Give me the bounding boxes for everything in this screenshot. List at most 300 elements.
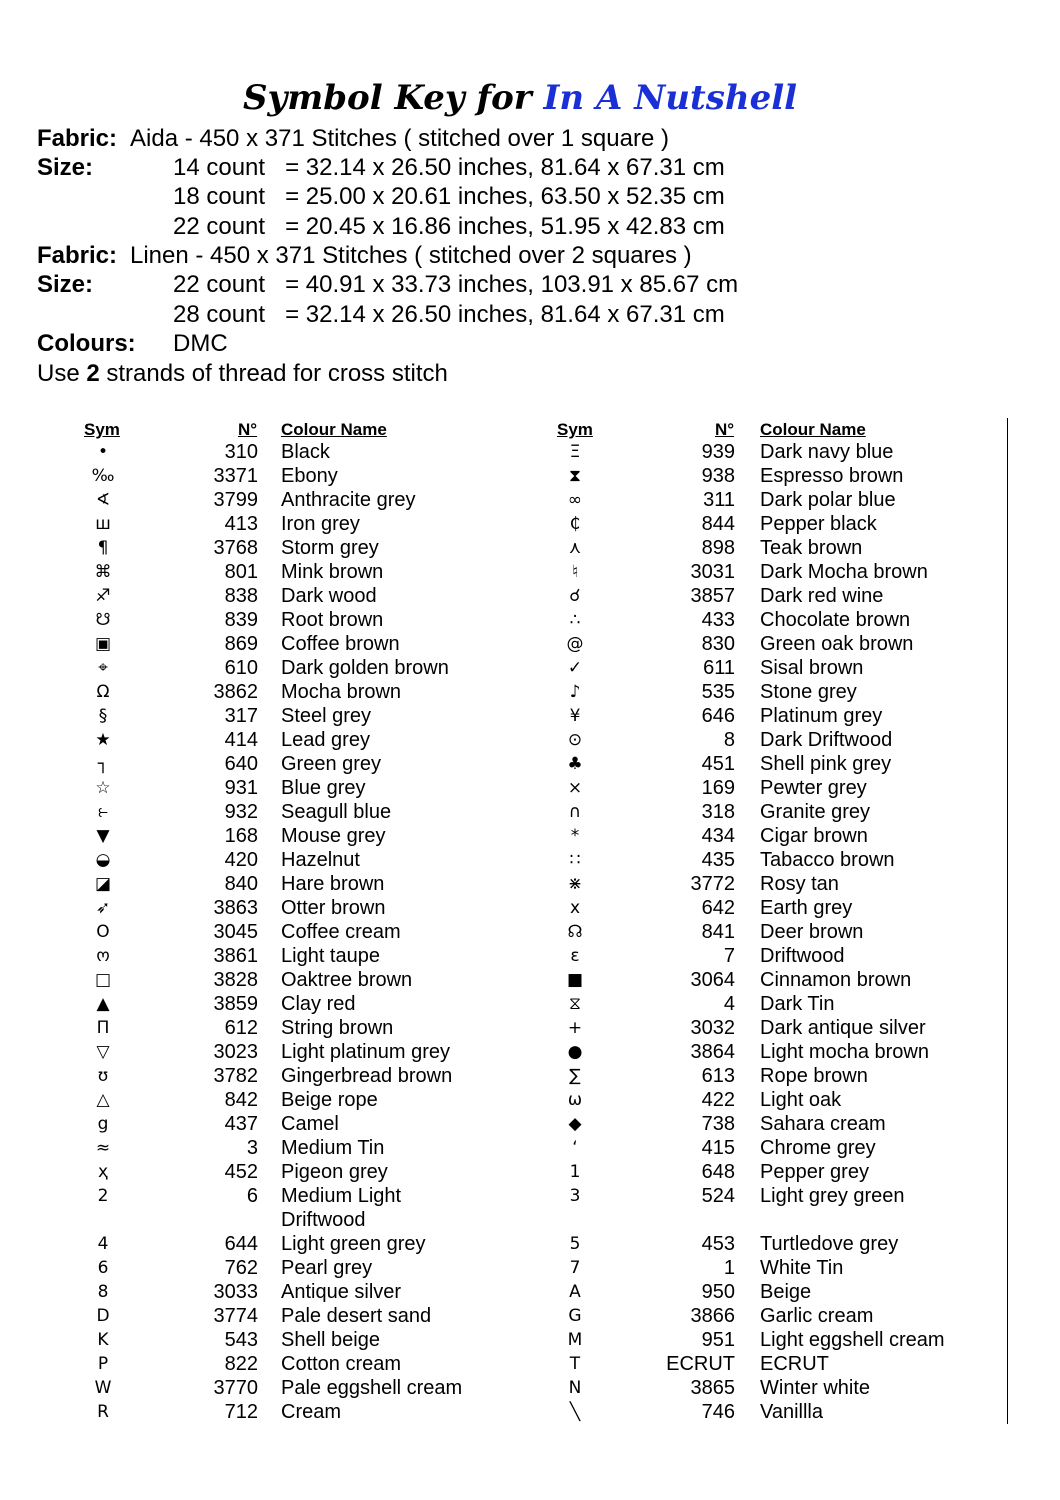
dmc-number: 452 xyxy=(224,1161,258,1183)
dmc-number: 950 xyxy=(701,1281,735,1303)
dmc-number: 648 xyxy=(701,1161,735,1183)
dmc-number: 931 xyxy=(224,777,258,799)
size-line: 22 count = 40.91 x 33.73 inches, 103.91 x 85.67 cm xyxy=(173,271,739,298)
colour-name: Gingerbread brown xyxy=(281,1065,453,1087)
dmc-number: 3859 xyxy=(213,993,258,1015)
page-title xyxy=(0,78,1040,118)
colour-name: Steel grey xyxy=(281,705,372,727)
colour-name: Pigeon grey xyxy=(281,1161,388,1183)
symbol-icon: ⊙ xyxy=(567,730,583,750)
dmc-number: 642 xyxy=(701,897,735,919)
dmc-number: 169 xyxy=(701,777,735,799)
dmc-number: 451 xyxy=(701,753,735,775)
symbol-icon: ☆ xyxy=(95,778,111,798)
symbol-icon: ● xyxy=(567,1042,583,1062)
symbol-icon: § xyxy=(98,706,108,726)
symbol-icon: x xyxy=(569,898,581,918)
colour-row xyxy=(0,1232,1000,1256)
dmc-number: 611 xyxy=(703,657,735,679)
symbol-icon: ◒ xyxy=(95,850,111,870)
colour-row xyxy=(0,944,1000,968)
colour-row xyxy=(0,968,1000,992)
symbol-icon: ≈ xyxy=(95,1138,111,1158)
symbol-icon: + xyxy=(567,1018,583,1038)
dmc-number: 612 xyxy=(224,1017,258,1039)
dmc-number: 414 xyxy=(224,729,258,751)
colour-name: Dark Mocha brown xyxy=(760,561,928,583)
colour-name: Lead grey xyxy=(281,729,370,751)
symbol-icon: ∞ xyxy=(567,490,583,510)
dmc-number: 712 xyxy=(224,1401,258,1423)
dmc-number: 830 xyxy=(701,633,735,655)
symbol-icon: ω xyxy=(567,1090,583,1110)
size-line: 28 count = 32.14 x 26.50 inches, 81.64 x 67.31 cm xyxy=(173,301,725,328)
colour-name: Cotton cream xyxy=(281,1353,402,1375)
symbol-icon: ⌖ xyxy=(98,658,108,678)
dmc-number: 3861 xyxy=(213,945,258,967)
dmc-number: 939 xyxy=(701,441,735,463)
symbol-icon: 1 xyxy=(569,1162,581,1182)
header-num: N° xyxy=(715,420,735,439)
symbol-icon: ⌘ xyxy=(94,562,112,582)
dmc-number: 3033 xyxy=(213,1281,258,1303)
dmc-number: 3863 xyxy=(213,897,258,919)
colour-name: Clay red xyxy=(281,993,356,1015)
colour-row xyxy=(0,1064,1000,1088)
dmc-number: 844 xyxy=(701,513,735,535)
symbol-icon: 4 xyxy=(97,1234,109,1254)
symbol-icon: ▼ xyxy=(96,826,110,846)
symbol-icon: W xyxy=(94,1378,112,1398)
colour-row xyxy=(0,992,1000,1016)
colour-name: Light taupe xyxy=(281,945,380,967)
colour-row xyxy=(0,1016,1000,1040)
dmc-number: 3862 xyxy=(213,681,258,703)
colour-name: Beige xyxy=(760,1281,812,1303)
colour-row xyxy=(0,1280,1000,1304)
symbol-icon: ★ xyxy=(95,730,111,750)
symbol-icon: ო xyxy=(96,946,110,966)
colour-name: Seagull blue xyxy=(281,801,392,823)
colour-row xyxy=(0,1088,1000,1112)
dmc-number: 317 xyxy=(224,705,258,727)
colour-name: String brown xyxy=(281,1017,394,1039)
symbol-icon: ┐ xyxy=(97,754,109,774)
dmc-number: 610 xyxy=(224,657,258,679)
symbol-icon: g xyxy=(97,1114,109,1134)
symbol-icon: Ω xyxy=(96,682,110,702)
dmc-number: 822 xyxy=(224,1353,258,1375)
dmc-number: 3828 xyxy=(213,969,258,991)
header-name: Colour Name xyxy=(760,420,866,439)
colour-name: Oaktree brown xyxy=(281,969,413,991)
colour-name: Hare brown xyxy=(281,873,385,895)
symbol-icon: ⋇ xyxy=(567,874,583,894)
symbol-icon: ➶ xyxy=(95,898,111,918)
symbol-icon: ■ xyxy=(566,970,584,990)
colour-row xyxy=(0,752,1000,776)
symbol-icon: ⋏ xyxy=(568,538,582,558)
symbol-icon: ☋ xyxy=(95,610,111,630)
colour-name: Pale eggshell cream xyxy=(281,1377,463,1399)
dmc-number: 3064 xyxy=(690,969,735,991)
dmc-number: 842 xyxy=(224,1089,258,1111)
colour-name: Pepper grey xyxy=(760,1161,869,1183)
symbol-icon: ◆ xyxy=(568,1114,582,1134)
symbol-icon: ҳ xyxy=(97,1162,109,1182)
symbol-icon: ♐ xyxy=(95,586,111,606)
colour-name: Storm grey xyxy=(281,537,379,559)
colour-name: Vanillla xyxy=(760,1401,823,1423)
colour-row xyxy=(0,776,1000,800)
colour-name: Light green grey xyxy=(281,1233,426,1255)
colour-name: Dark Tin xyxy=(760,993,835,1015)
colour-name: Deer brown xyxy=(760,921,864,943)
header-sym: Sym xyxy=(84,420,120,439)
colour-row xyxy=(0,824,1000,848)
symbol-icon: ₵ xyxy=(569,514,581,534)
colour-name: White Tin xyxy=(760,1257,844,1279)
colour-name: Dark navy blue xyxy=(760,441,894,463)
colour-name: Rosy tan xyxy=(760,873,839,895)
dmc-number: 3770 xyxy=(213,1377,258,1399)
colour-name: Root brown xyxy=(281,609,384,631)
dmc-number: 413 xyxy=(224,513,258,535)
fabric-value: Linen - 450 x 371 Stitches ( stitched over 2 squares ) xyxy=(130,242,692,269)
dmc-number: 838 xyxy=(224,585,258,607)
dmc-number: 938 xyxy=(701,465,735,487)
colour-name: Cream xyxy=(281,1401,342,1423)
colour-name: Otter brown xyxy=(281,897,386,919)
colour-name: Granite grey xyxy=(760,801,871,823)
colour-name: Coffee cream xyxy=(281,921,401,943)
dmc-number: 437 xyxy=(224,1113,258,1135)
fabric-label: Fabric: xyxy=(37,125,118,152)
symbol-icon: 6 xyxy=(97,1258,109,1278)
colour-name: Ebony xyxy=(281,465,338,487)
colour-name: Rope brown xyxy=(760,1065,868,1087)
colour-name: Camel xyxy=(281,1113,339,1135)
symbol-icon: ▣ xyxy=(94,634,112,654)
colour-row xyxy=(0,560,1000,584)
symbol-icon: ♪ xyxy=(569,682,581,702)
symbol-icon: K xyxy=(97,1330,109,1350)
dmc-number: 801 xyxy=(224,561,258,583)
divider-line xyxy=(1007,418,1008,1424)
colour-name: Iron grey xyxy=(281,513,360,535)
symbol-icon: G xyxy=(568,1306,582,1326)
symbol-icon: • xyxy=(97,442,109,462)
colour-name: Dark polar blue xyxy=(760,489,896,511)
fabric-label: Fabric: xyxy=(37,242,118,269)
symbol-icon: ∴ xyxy=(569,610,581,630)
dmc-number: 3045 xyxy=(213,921,258,943)
colour-row xyxy=(0,1304,1000,1328)
symbol-icon: @ xyxy=(566,634,584,654)
colour-row xyxy=(0,1040,1000,1064)
symbol-icon: 7 xyxy=(569,1258,581,1278)
dmc-number: 310 xyxy=(224,441,258,463)
colour-name: Sisal brown xyxy=(760,657,864,679)
symbol-icon: ♮ xyxy=(571,562,579,582)
colour-name: Green grey xyxy=(281,753,382,775)
symbol-icon: Ξ xyxy=(569,442,581,462)
colour-row xyxy=(0,632,1000,656)
dmc-number: 8 xyxy=(723,729,735,751)
colours-value: DMC xyxy=(173,330,228,357)
dmc-number: 3782 xyxy=(213,1065,258,1087)
symbol-icon: * xyxy=(570,826,580,846)
colour-row xyxy=(0,680,1000,704)
colour-row xyxy=(0,1112,1000,1136)
symbol-icon: ☌ xyxy=(569,586,581,606)
symbol-icon: × xyxy=(567,778,583,798)
colour-row xyxy=(0,848,1000,872)
symbol-icon: ♣ xyxy=(567,754,583,774)
colour-name: Black xyxy=(281,441,330,463)
colour-name: Tabacco brown xyxy=(760,849,895,871)
symbol-icon: ш xyxy=(95,514,111,534)
dmc-number: 3774 xyxy=(213,1305,258,1327)
dmc-number: 3371 xyxy=(213,465,258,487)
dmc-number: 746 xyxy=(701,1401,735,1423)
dmc-number: 422 xyxy=(701,1089,735,1111)
symbol-icon: ⥼ xyxy=(98,802,108,822)
dmc-number: 7 xyxy=(723,945,735,967)
dmc-number: 435 xyxy=(701,849,735,871)
dmc-number: 3799 xyxy=(213,489,258,511)
colour-name: Pepper black xyxy=(760,513,877,535)
symbol-icon: ⧗ xyxy=(569,466,581,486)
colour-name: Dark Driftwood xyxy=(760,729,893,751)
colour-row xyxy=(0,584,1000,608)
dmc-number: 543 xyxy=(224,1329,258,1351)
dmc-number: 434 xyxy=(701,825,735,847)
colour-row xyxy=(0,704,1000,728)
dmc-number: 646 xyxy=(701,705,735,727)
dmc-number: 3864 xyxy=(690,1041,735,1063)
dmc-number: 535 xyxy=(701,681,735,703)
colour-name: Turtledove grey xyxy=(760,1233,899,1255)
header-name: Colour Name xyxy=(281,420,387,439)
header-sym: Sym xyxy=(557,420,593,439)
dmc-number: 168 xyxy=(224,825,258,847)
fabric-value: Aida - 450 x 371 Stitches ( stitched over 1 square ) xyxy=(130,125,669,152)
colours-label: Colours: xyxy=(37,330,136,357)
symbol-icon: △ xyxy=(96,1090,110,1110)
colour-name: Light oak xyxy=(760,1089,842,1111)
symbol-icon: ∷ xyxy=(569,850,581,870)
dmc-number: 415 xyxy=(701,1137,735,1159)
symbol-icon: N xyxy=(568,1378,582,1398)
dmc-number: 613 xyxy=(701,1065,735,1087)
dmc-number: 3032 xyxy=(690,1017,735,1039)
colour-name: Platinum grey xyxy=(760,705,883,727)
dmc-number: 841 xyxy=(701,921,735,943)
colour-row xyxy=(0,800,1000,824)
colour-name: Pewter grey xyxy=(760,777,867,799)
colour-name: Chocolate brown xyxy=(760,609,911,631)
dmc-number: 3023 xyxy=(213,1041,258,1063)
symbol-icon: ▲ xyxy=(96,994,110,1014)
dmc-number: 3031 xyxy=(690,561,735,583)
colour-name: Light platinum grey xyxy=(281,1041,450,1063)
colour-name: Beige rope xyxy=(281,1089,378,1111)
size-line: 14 count = 32.14 x 26.50 inches, 81.64 x 67.31 cm xyxy=(173,154,725,181)
colour-name: Pearl grey xyxy=(281,1257,373,1279)
dmc-number: 644 xyxy=(224,1233,258,1255)
title-prefix: Symbol Key for xyxy=(242,78,532,118)
dmc-number: 932 xyxy=(224,801,258,823)
dmc-number: 3 xyxy=(246,1137,258,1159)
dmc-number: 3865 xyxy=(690,1377,735,1399)
colour-name: Dark wood xyxy=(281,585,377,607)
symbol-icon: □ xyxy=(94,970,112,990)
colour-name: Driftwood xyxy=(760,945,845,967)
colour-row xyxy=(0,656,1000,680)
colour-name: Light grey green xyxy=(760,1185,905,1207)
colour-row xyxy=(0,1352,1000,1376)
symbol-icon: ╲ xyxy=(569,1402,581,1422)
size-line: 18 count = 25.00 x 20.61 inches, 63.50 x 52.35 cm xyxy=(173,183,725,210)
symbol-icon: ▽ xyxy=(96,1042,110,1062)
symbol-icon: ʊ xyxy=(97,1066,109,1086)
colour-name: Mouse grey xyxy=(281,825,386,847)
colour-name: Light eggshell cream xyxy=(760,1329,945,1351)
symbol-icon: 8 xyxy=(97,1282,109,1302)
colour-row xyxy=(0,512,1000,536)
colour-name: Cinnamon brown xyxy=(760,969,912,991)
colour-name: Dark red wine xyxy=(760,585,884,607)
colour-name: Anthracite grey xyxy=(281,489,416,511)
symbol-icon: R xyxy=(97,1402,109,1422)
symbol-icon: ⧖ xyxy=(569,994,581,1014)
symbol-icon: Π xyxy=(96,1018,110,1038)
dmc-number: 738 xyxy=(701,1113,735,1135)
colour-row xyxy=(0,608,1000,632)
colour-row xyxy=(0,1136,1000,1160)
dmc-number: 840 xyxy=(224,873,258,895)
size-label: Size: xyxy=(37,154,94,181)
dmc-number: 4 xyxy=(723,993,735,1015)
colour-name: Chrome grey xyxy=(760,1137,876,1159)
dmc-number: 3768 xyxy=(213,537,258,559)
dmc-number: 951 xyxy=(701,1329,735,1351)
strands-note: Use 2 strands of thread for cross stitch xyxy=(37,360,448,387)
symbol-icon: P xyxy=(97,1354,109,1374)
dmc-number: 1 xyxy=(723,1257,735,1279)
colour-row xyxy=(0,872,1000,896)
colour-name: ECRUT xyxy=(760,1353,829,1375)
dmc-number: 311 xyxy=(703,489,735,511)
colour-name: Cigar brown xyxy=(760,825,868,847)
colour-row xyxy=(0,1376,1000,1400)
colour-row xyxy=(0,536,1000,560)
colour-name: Medium Light Driftwood xyxy=(281,1185,402,1231)
symbol-icon: ‘ xyxy=(572,1138,578,1158)
symbol-icon: ¥ xyxy=(569,706,581,726)
symbol-icon: ‰ xyxy=(91,466,115,486)
colour-row xyxy=(0,1160,1000,1184)
symbol-icon: ◪ xyxy=(94,874,112,894)
symbol-icon: ∢ xyxy=(95,490,111,510)
colour-name: Hazelnut xyxy=(281,849,360,871)
colour-name: Shell pink grey xyxy=(760,753,892,775)
colour-name: Dark golden brown xyxy=(281,657,449,679)
colour-name: Teak brown xyxy=(760,537,863,559)
symbol-icon: ☊ xyxy=(567,922,583,942)
symbol-icon: T xyxy=(569,1354,581,1374)
symbol-icon: ¶ xyxy=(97,538,109,558)
size-label: Size: xyxy=(37,271,94,298)
size-line: 22 count = 20.45 x 16.86 inches, 51.95 x 42.83 cm xyxy=(173,213,725,240)
symbol-icon: ∑ xyxy=(569,1066,581,1086)
colour-row xyxy=(0,488,1000,512)
symbol-icon: M xyxy=(567,1330,583,1350)
colour-row xyxy=(0,1184,1000,1208)
dmc-number: 640 xyxy=(224,753,258,775)
colour-name: Medium Tin xyxy=(281,1137,385,1159)
colour-name: Coffee brown xyxy=(281,633,400,655)
colour-name: Sahara cream xyxy=(760,1113,886,1135)
colour-row xyxy=(0,1328,1000,1352)
dmc-number: 524 xyxy=(701,1185,735,1207)
symbol-icon: ✓ xyxy=(567,658,583,678)
dmc-number: 453 xyxy=(701,1233,735,1255)
colour-row xyxy=(0,464,1000,488)
header-num: N° xyxy=(238,420,258,439)
symbol-icon: 5 xyxy=(569,1234,581,1254)
colour-row xyxy=(0,728,1000,752)
colour-row xyxy=(0,440,1000,464)
symbol-icon: ε xyxy=(570,946,580,966)
colour-name: Espresso brown xyxy=(760,465,904,487)
colour-name: Mink brown xyxy=(281,561,384,583)
dmc-number: 3772 xyxy=(690,873,735,895)
dmc-number: ECRUT xyxy=(666,1353,735,1375)
dmc-number: 869 xyxy=(224,633,258,655)
colour-row xyxy=(0,1256,1000,1280)
pattern-name: In A Nutshell xyxy=(543,78,798,118)
colour-name: Light mocha brown xyxy=(760,1041,929,1063)
dmc-number: 839 xyxy=(224,609,258,631)
colour-name: Green oak brown xyxy=(760,633,914,655)
colour-name: Garlic cream xyxy=(760,1305,874,1327)
colour-name: Dark antique silver xyxy=(760,1017,926,1039)
colour-name: Earth grey xyxy=(760,897,853,919)
symbol-icon: O xyxy=(96,922,110,942)
dmc-number: 318 xyxy=(701,801,735,823)
colour-name: Blue grey xyxy=(281,777,366,799)
dmc-number: 898 xyxy=(701,537,735,559)
colour-row xyxy=(0,920,1000,944)
colour-name: Shell beige xyxy=(281,1329,380,1351)
dmc-number: 3866 xyxy=(690,1305,735,1327)
symbol-icon: 3 xyxy=(569,1186,581,1206)
symbol-icon: 2 xyxy=(97,1186,109,1206)
colour-name: Stone grey xyxy=(760,681,857,703)
colour-name: Antique silver xyxy=(281,1281,402,1303)
colour-row xyxy=(0,896,1000,920)
dmc-number: 420 xyxy=(224,849,258,871)
dmc-number: 3857 xyxy=(690,585,735,607)
dmc-number: 6 xyxy=(246,1185,258,1207)
symbol-icon: D xyxy=(96,1306,110,1326)
dmc-number: 762 xyxy=(224,1257,258,1279)
colour-row xyxy=(0,1400,1000,1424)
symbol-icon: A xyxy=(569,1282,581,1302)
symbol-icon: ∩ xyxy=(568,802,582,822)
